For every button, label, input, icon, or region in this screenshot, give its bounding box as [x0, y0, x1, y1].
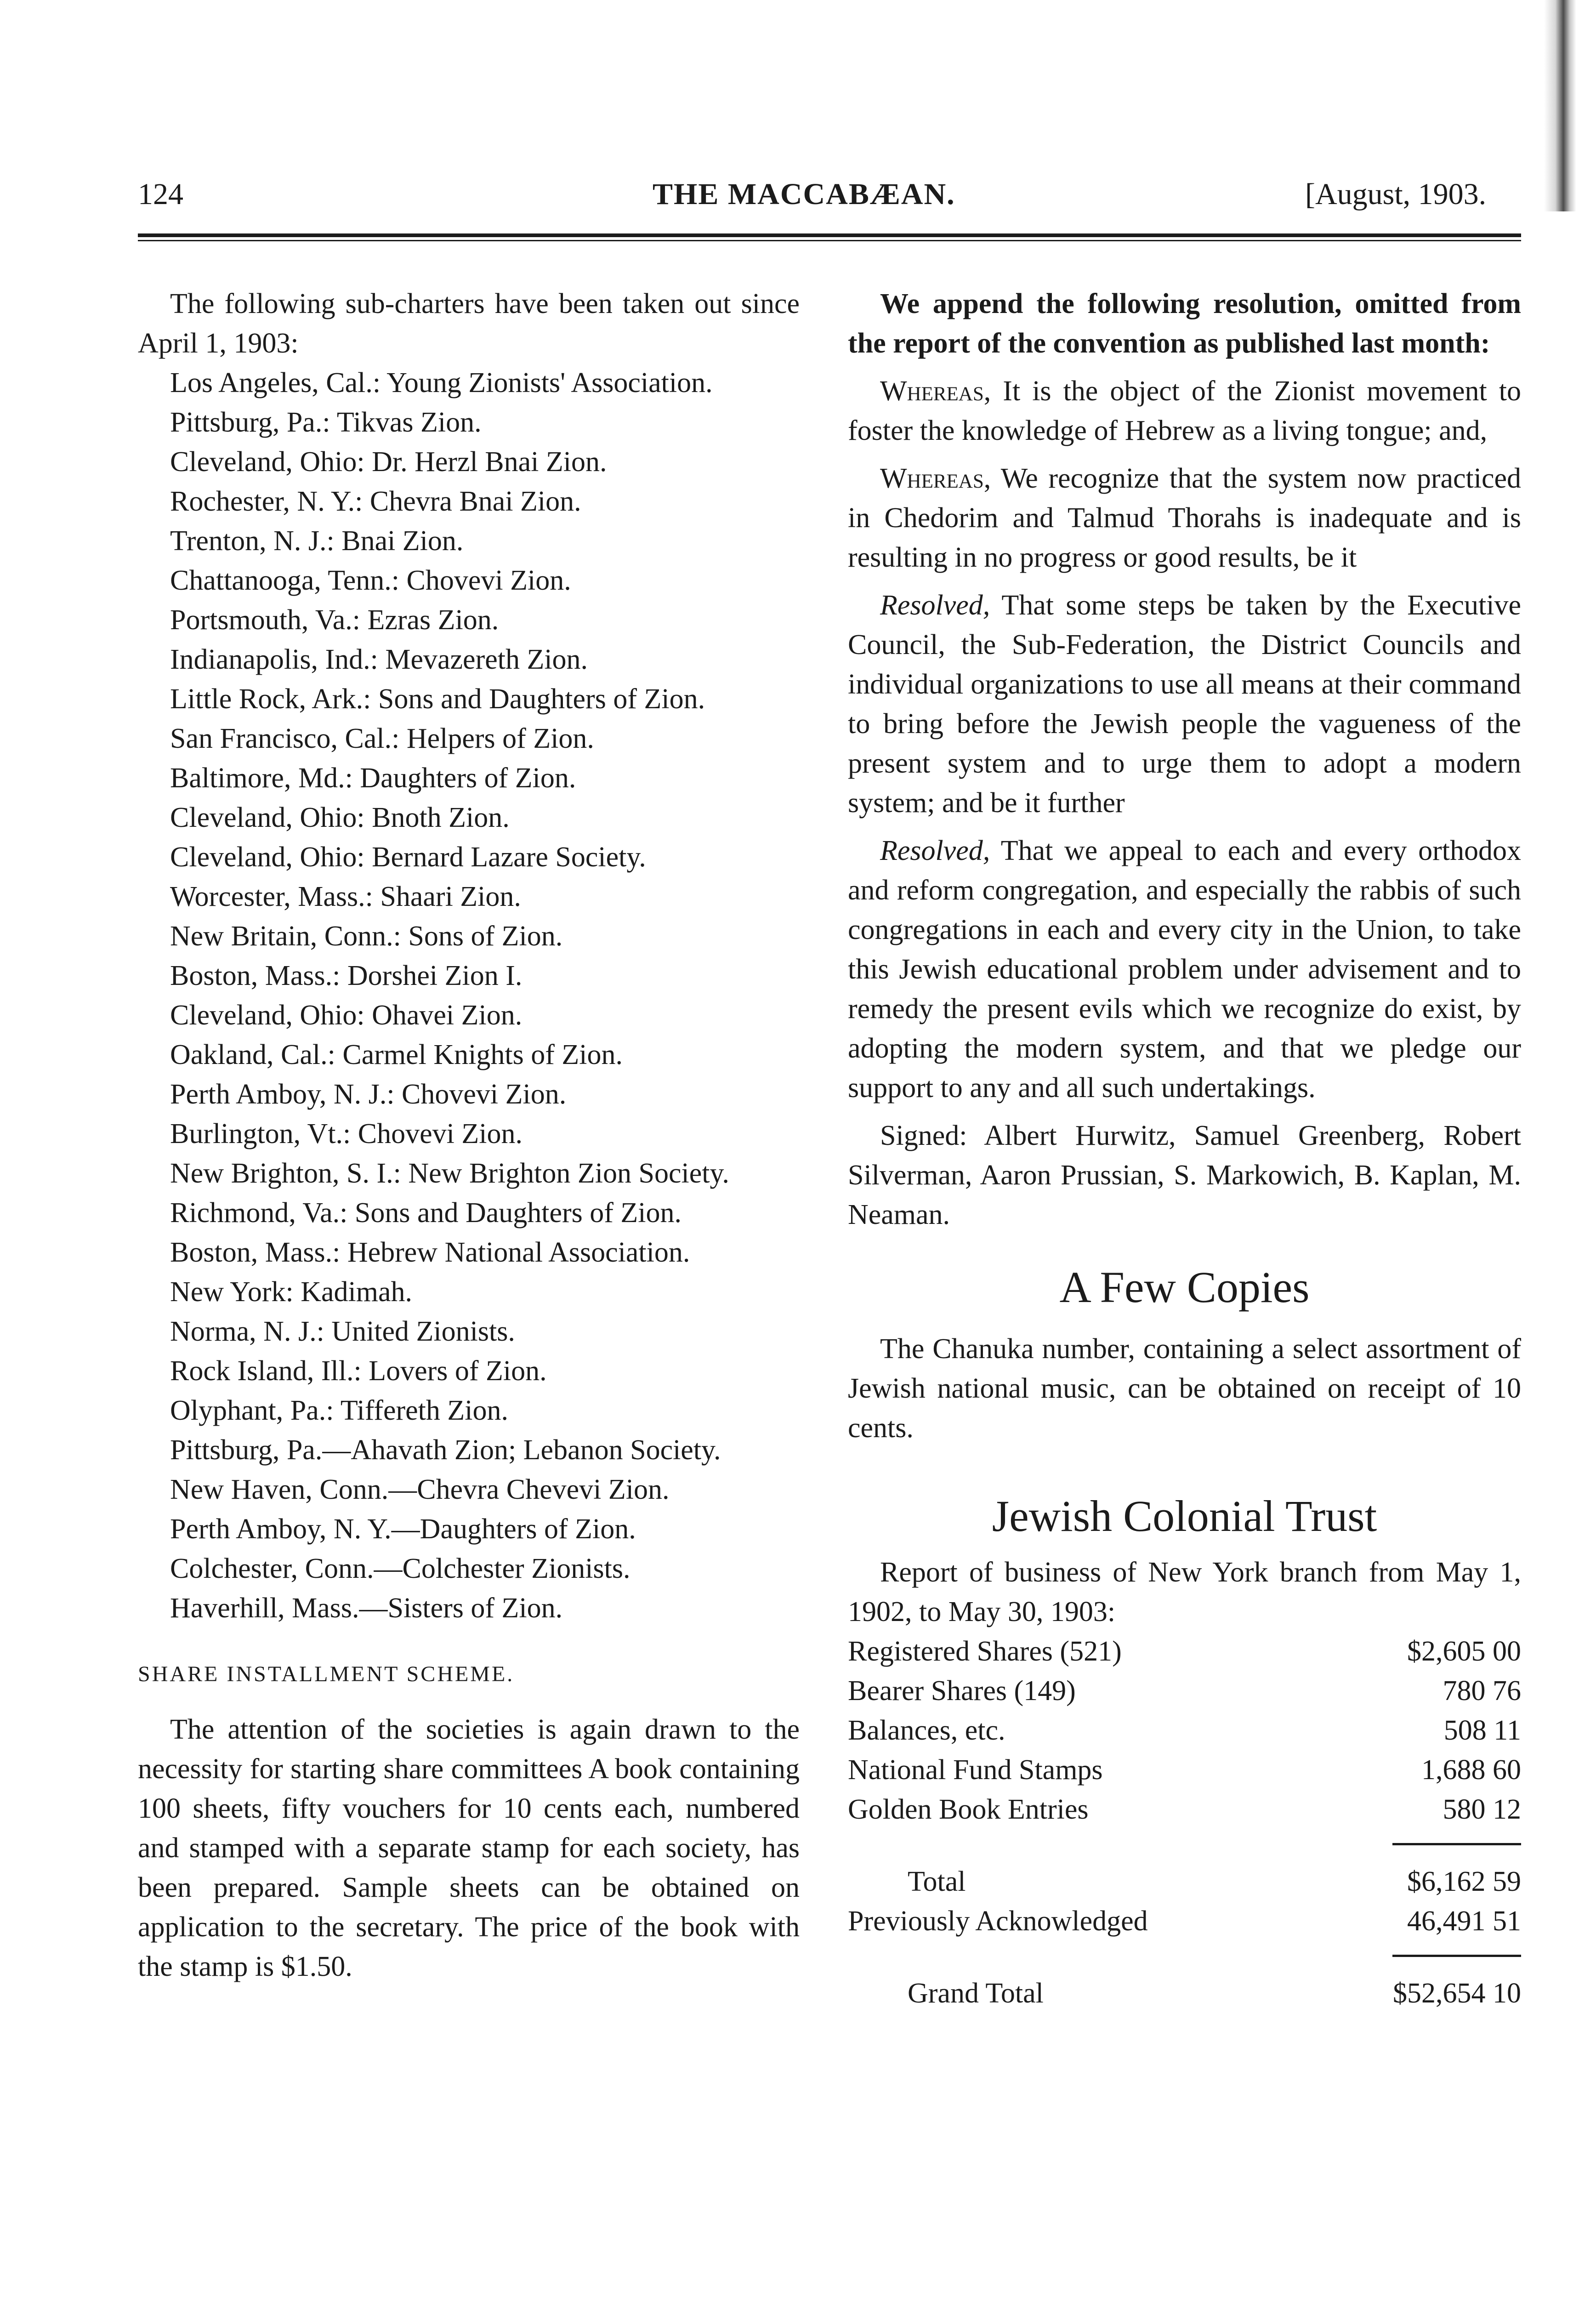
ledger-amount: 780 76	[1443, 1675, 1521, 1706]
charter-list	[138, 363, 800, 1628]
whereas-paragraph-2	[848, 459, 1521, 577]
charter-entry: Worcester, Mass.: Shaari Zion.	[170, 881, 521, 912]
charter-entry: Pittsburg, Pa.: Tikvas Zion.	[170, 407, 482, 438]
ledger-amount: $2,605 00	[1407, 1636, 1521, 1667]
charter-entry: Los Angeles, Cal.: Young Zionists' Association.	[170, 367, 713, 398]
few-copies-title: A Few Copies	[1059, 1263, 1310, 1312]
charter-entry: Trenton, N. J.: Bnai Zion.	[170, 525, 464, 557]
ledger-label: National Fund Stamps	[848, 1754, 1103, 1786]
header-rule-thin	[138, 240, 1521, 241]
ledger-label: Registered Shares (521)	[848, 1636, 1122, 1667]
charter-entry: Indianapolis, Ind.: Mevazereth Zion.	[170, 644, 588, 675]
ledger-row	[848, 1632, 1521, 1671]
sum-rule	[1392, 1843, 1521, 1845]
ledger-amount: 46,491 51	[1407, 1906, 1521, 1937]
whereas-paragraph-1	[848, 371, 1521, 450]
scan-edge-artifact	[1544, 0, 1576, 211]
ledger-row	[848, 1790, 1521, 1829]
charter-entry: Colchester, Conn.—Colchester Zionists.	[170, 1553, 630, 1584]
ledger-label: Balances, etc.	[848, 1715, 1005, 1746]
resolved-paragraph-1	[848, 586, 1521, 823]
ledger-label: Bearer Shares (149)	[848, 1675, 1076, 1706]
charter-entry: Norma, N. J.: United Zionists.	[170, 1316, 515, 1347]
charter-entry: Rochester, N. Y.: Chevra Bnai Zion.	[170, 486, 581, 517]
resolved-paragraph-2	[848, 831, 1521, 1108]
resolved-label: Resolved,	[880, 590, 990, 621]
charter-entry: New Haven, Conn.—Chevra Chevevi Zion.	[170, 1474, 670, 1505]
ledger-label: Grand Total	[908, 1978, 1044, 2009]
charter-entry: Olyphant, Pa.: Tiffereth Zion.	[170, 1395, 508, 1426]
ledger-amount: $52,654 10	[1393, 1978, 1521, 2009]
charter-entry: Richmond, Va.: Sons and Daughters of Zion.	[170, 1197, 682, 1229]
journal-title: THE MACCABÆAN.	[653, 177, 955, 211]
charter-entry: San Francisco, Cal.: Helpers of Zion.	[170, 723, 594, 754]
charter-entry: Cleveland, Ohio: Bnoth Zion.	[170, 802, 510, 833]
trust-ledger	[848, 1632, 1521, 1829]
ledger-row-previously	[848, 1901, 1521, 1941]
ledger-row	[848, 1750, 1521, 1790]
ledger-amount: 1,688 60	[1421, 1754, 1521, 1786]
charter-entry: Baltimore, Md.: Daughters of Zion.	[170, 762, 576, 794]
whereas-label: Whereas,	[880, 375, 991, 407]
trust-title: Jewish Colonial Trust	[992, 1491, 1377, 1541]
signatories: Signed: Albert Hurwitz, Samuel Greenberg, Robert Silverman, Aaron Prussian, S. Markowich, B. Kaplan, M. Neaman.	[848, 1120, 1521, 1230]
charter-entry: New Britain, Conn.: Sons of Zion.	[170, 921, 563, 952]
ledger-row	[848, 1711, 1521, 1750]
share-scheme-heading: SHARE INSTALLMENT SCHEME.	[138, 1662, 515, 1686]
sum-rule	[1392, 1955, 1521, 1957]
charter-entry: Pittsburg, Pa.—Ahavath Zion; Lebanon Society.	[170, 1434, 721, 1466]
page-number: 124	[138, 177, 183, 211]
charter-entry: Cleveland, Ohio: Ohavei Zion.	[170, 1000, 523, 1031]
charter-entry: New Brighton, S. I.: New Brighton Zion Society.	[170, 1158, 729, 1189]
charter-entry: Portsmouth, Va.: Ezras Zion.	[170, 604, 499, 636]
whereas-label: Whereas,	[880, 463, 991, 494]
header-rule	[138, 233, 1521, 237]
ledger-label: Total	[908, 1866, 966, 1897]
share-scheme-text: The attention of the societies is again drawn to the necessity for starting share committees A book containing 100 sheets, fifty vouchers for 10 cents each, numbered and stamped with a separate stamp for each society, has been prepared. Sample sheets can be obtained on application to the secretary. The price of the book with the stamp is $1.50.	[138, 1714, 800, 1982]
trust-intro: Report of business of New York branch from May 1, 1902, to May 30, 1903:	[848, 1557, 1521, 1627]
charter-entry: Rock Island, Ill.: Lovers of Zion.	[170, 1355, 547, 1387]
ledger-row-grand-total	[848, 1974, 1521, 2013]
charter-entry: Boston, Mass.: Hebrew National Association.	[170, 1237, 690, 1268]
charter-entry: Chattanooga, Tenn.: Chovevi Zion.	[170, 565, 571, 596]
resolution-intro: We append the following resolution, omitted from the report of the convention as published last month:	[848, 288, 1521, 359]
left-column	[138, 284, 800, 1986]
ledger-amount: 508 11	[1443, 1715, 1521, 1746]
ledger-label: Golden Book Entries	[848, 1794, 1089, 1825]
ledger-amount: 580 12	[1443, 1794, 1521, 1825]
whereas-text: We recognize that the system now practiced in Chedorim and Talmud Thorahs is inadequate and is resulting in no progress or good results, be it	[848, 463, 1521, 573]
ledger-row-total	[848, 1862, 1521, 1901]
ledger-amount: $6,162 59	[1407, 1866, 1521, 1897]
ledger-label: Previously Acknowledged	[848, 1906, 1148, 1937]
whereas-text: It is the object of the Zionist movement to foster the knowledge of Hebrew as a living tongue; and,	[848, 375, 1521, 446]
resolved-label: Resolved,	[880, 835, 990, 866]
charter-entry: Little Rock, Ark.: Sons and Daughters of Zion.	[170, 683, 705, 715]
resolved-text: That we appeal to each and every orthodox and reform congregation, and especially the rabbis of such congregations in each and every city in the Union, to take this Jewish educational problem under advisement and to remedy the present evils which we recognize do exist, by adopting the modern system, and that we pledge our support to any and all such undertakings.	[848, 835, 1521, 1103]
few-copies-text: The Chanuka number, containing a select assortment of Jewish national music, can be obtained on receipt of 10 cents.	[848, 1333, 1521, 1444]
issue-date: [August, 1903.	[1305, 177, 1487, 211]
charter-entry: Haverhill, Mass.—Sisters of Zion.	[170, 1593, 563, 1624]
charter-entry: Perth Amboy, N. Y.—Daughters of Zion.	[170, 1513, 636, 1545]
charter-entry: Oakland, Cal.: Carmel Knights of Zion.	[170, 1039, 623, 1070]
right-column	[848, 284, 1521, 2013]
resolved-text: That some steps be taken by the Executive Council, the Sub-Federation, the District Councils and individual organizations to use all means at their command to bring before the Jewish people the vagueness of the present system and to urge them to adopt a modern system; and be it further	[848, 590, 1521, 819]
charter-entry: New York: Kadimah.	[170, 1276, 412, 1308]
charters-intro: The following sub-charters have been taken out since April 1, 1903:	[138, 288, 800, 359]
charter-entry: Cleveland, Ohio: Dr. Herzl Bnai Zion.	[170, 446, 607, 478]
charter-entry: Cleveland, Ohio: Bernard Lazare Society.	[170, 842, 646, 873]
charter-entry: Perth Amboy, N. J.: Chovevi Zion.	[170, 1079, 567, 1110]
charter-entry: Burlington, Vt.: Chovevi Zion.	[170, 1118, 523, 1149]
ledger-row	[848, 1671, 1521, 1711]
charter-entry: Boston, Mass.: Dorshei Zion I.	[170, 960, 523, 991]
